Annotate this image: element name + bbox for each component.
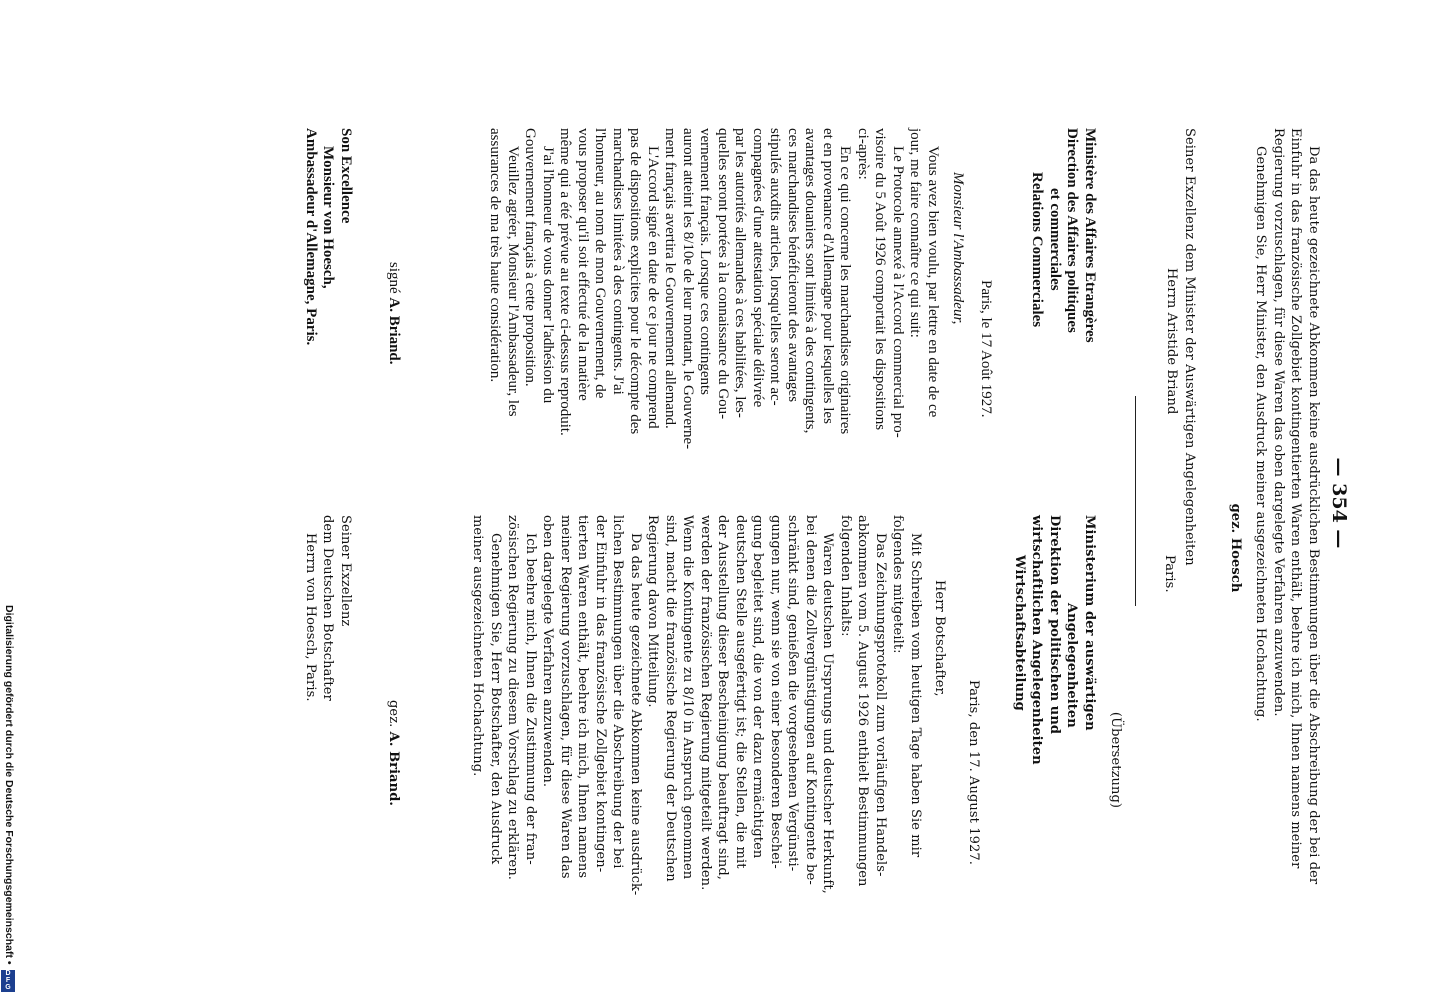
german-address <box>302 515 355 815</box>
dfg-note: Digitalisierung gefördert durch die Deutsche Forschungsgemeinschaft • <box>3 605 15 965</box>
french-paragraph <box>661 128 854 483</box>
intro-address-line: Herrn Aristide Briand <box>1164 268 1180 415</box>
translation-note: (Übersetzung) <box>1108 711 1123 809</box>
dfg-logo-letter: G <box>5 984 11 991</box>
line: stipulés auxdits articles, lorsqu'elles seront ac- <box>767 128 784 406</box>
ministry-line: et commerciales <box>1047 188 1063 291</box>
intro-address-line: Seiner Exzellenz dem Minister der Auswärtigen Angelegenheiten <box>1182 128 1197 566</box>
german-ministry <box>1011 515 1099 885</box>
french-paragraph <box>854 128 907 483</box>
french-date: Paris, le 17 Août 1927. <box>978 280 994 418</box>
line: ces marchandises bénéficieront des avantages <box>785 128 801 403</box>
french-ministry <box>1028 128 1098 428</box>
line: sind, macht die französische Regierung der Deutschen <box>663 515 678 882</box>
line: vous proposer qu'il soit effectué de la matière <box>575 128 591 401</box>
german-paragraph <box>889 515 924 895</box>
line: J'ai l'honneur de vous donner l'adhésion du <box>540 146 556 404</box>
line: meiner Regierung vorzuschlagen, für diese Waren das <box>558 515 573 879</box>
line: l'honneur, au nom de mon Gouvernement, de <box>592 128 609 399</box>
line: pas de dispositions explicites pour le décompte des <box>627 128 644 435</box>
dfg-logo <box>1 970 15 992</box>
dfg-footer <box>0 605 18 1000</box>
german-date: Paris, den 17. August 1927. <box>966 680 981 865</box>
line: Ich beehre mich, Ihnen die Zustimmung der fran- <box>523 533 538 865</box>
line: L'Accord signé en date de ce jour ne comprend <box>645 146 661 429</box>
address-line: dem Deutschen Botschafter <box>320 515 336 701</box>
intro-line: Einfuhr in das französische Zollgebiet kontingentierten Waren enthält, beehre ich mich, Ihnen namens meiner <box>1288 128 1304 869</box>
line: Genehmigen Sie, Herr Botschafter, den Ausdruck <box>488 533 503 865</box>
german-paragraph <box>837 515 890 895</box>
french-paragraph <box>486 128 521 483</box>
line: marchandises limitées à des contingents. J'ai <box>610 128 626 395</box>
german-signature <box>385 700 403 900</box>
intro-line: Genehmigen Sie, Herr Minister, den Ausdruck meiner ausgezeichneten Hochachtung. <box>1253 146 1269 722</box>
line: bei denen die Zollvergünstigungen auf Kontingente be- <box>803 515 818 885</box>
dfg-logo-letter: F <box>5 977 11 984</box>
ministry-line: Wirtschaftsabteilung <box>1012 555 1027 711</box>
line: Waren deutschen Ursprungs und deutscher Herkunft, <box>820 533 836 894</box>
dfg-logo-letter: D <box>5 970 11 977</box>
line: oben dargelegte Verfahren anzuwenden. <box>540 515 556 788</box>
line: deutschen Stelle ausgefertigt ist; die Stellen, die mit <box>733 515 748 869</box>
line: compagnées d'une attestation spéciale délivrée <box>750 128 766 408</box>
signature-name: A. Briand. <box>386 731 401 807</box>
line: gung begleitet sind, die von der dazu ermächtigten <box>750 515 766 859</box>
french-address <box>302 128 355 468</box>
french-paragraph <box>521 128 556 483</box>
line: meiner ausgezeichneten Hochachtung. <box>470 515 486 777</box>
french-signature <box>385 262 403 482</box>
ministry-line: Ministerium der auswärtigen <box>1082 515 1097 731</box>
german-body <box>469 515 924 895</box>
line: werden der französischen Regierung mitgeteilt werden. <box>698 515 713 891</box>
line: tierten Waren enthält, beehre ich mich, Ihnen namens <box>575 515 591 879</box>
intro-place: Paris. <box>1162 555 1177 593</box>
line: schränkt sind, genießen die vorgesehenen Vergünsti- <box>785 515 801 872</box>
french-paragraph <box>906 128 941 483</box>
line: der Einfuhr in das französische Zollgebiet kontingen- <box>593 515 608 873</box>
line: folgendes mitgeteilt: <box>890 515 906 654</box>
line: Regierung davon Mitteilung. <box>645 515 661 708</box>
line: visoire du 5 Août 1926 comportait les dispositions <box>872 128 889 431</box>
line: ment français avertira le Gouvernement allemand. <box>662 128 679 429</box>
german-paragraph <box>644 515 837 895</box>
line: et en provenance d'Allemagne pour lesquelles les <box>820 128 836 424</box>
intro-line: Regierung vorzuschlagen, für diese Waren das oben dargelegte Verfahren anzuwenden. <box>1271 128 1286 717</box>
address-line: Monsieur von Hoesch, <box>320 146 337 289</box>
line: Da das heute gezeichnete Abkommen keine ausdrück- <box>628 533 643 896</box>
line: folgenden Inhalts: <box>838 515 853 637</box>
french-paragraph <box>556 128 661 483</box>
line: der Ausstellung dieser Bescheinigung beauftragt sind, <box>715 515 731 881</box>
page-number: — 354 — <box>1328 457 1350 549</box>
address-line: Ambassadeur d'Allemagne, Paris. <box>303 128 319 346</box>
line: lichen Bestimmungen über die Abschreibung der bei <box>610 515 626 869</box>
signature-name: A. Briand. <box>386 297 402 365</box>
intro-signature: gez. Hoesch <box>1228 503 1243 593</box>
french-salutation: Monsieur l'Ambassadeur, <box>950 172 966 325</box>
german-paragraph <box>504 515 539 895</box>
line: jour, me faire connaître ce qui suit: <box>907 128 924 338</box>
line: assurances de ma très haute considération. <box>487 128 504 383</box>
line: même qui a été prévue au texte ci-dessus reproduit. <box>557 128 574 436</box>
intro-address <box>1163 128 1198 848</box>
line: Gouvernement français à cette proposition. <box>522 128 539 387</box>
ministry-line: Angelegenheiten <box>1064 603 1080 728</box>
ministry-line: wirtschaftlichen Angelegenheiten <box>1029 515 1045 765</box>
line: quelles seront portées à la connaissance du Gou- <box>715 128 731 420</box>
german-intro <box>1252 128 1322 904</box>
german-salutation: Herr Botschafter, <box>932 580 947 697</box>
ministry-line: Direction des Affaires politiques <box>1064 128 1081 333</box>
ministry-line: Direktion der politischen und <box>1047 515 1062 735</box>
line: ci-après: <box>855 128 871 180</box>
line: avantages douaniers sont limités à des contingents, <box>802 128 819 434</box>
line: Le Protocole annexé à l'Accord commercial pro- <box>890 146 906 438</box>
line: Mit Schreiben vom heutigen Tage haben Sie mir <box>908 533 923 858</box>
address-line: Seiner Exzellenz <box>338 515 353 627</box>
signature-prefix: signé <box>386 262 402 294</box>
signature-prefix: gez. <box>386 700 401 728</box>
french-body <box>486 128 941 483</box>
line: Vous avez bien voulu, par lettre en date de ce <box>925 146 941 418</box>
line: Wenn die Kontingente zu 8/10 in Anspruch genommen <box>680 515 696 880</box>
line: gungen nur, wenn sie von einer besonderen Beschei- <box>768 515 783 869</box>
line: par les autorités allemandes à ces habilitées, les- <box>732 128 749 418</box>
address-line: Herrn von Hoesch, Paris. <box>303 533 318 702</box>
line: Veuillez agréer, Monsieur l'Ambassadeur, les <box>505 146 521 417</box>
divider <box>1135 396 1136 606</box>
intro-line: Da das heute gezeichnete Abkommen keine ausdrücklichen Bestimmungen über die Abschreibung der bei der <box>1306 146 1321 885</box>
line: abkommen vom 5. August 1926 enthielt Bestimmungen <box>855 515 871 887</box>
line: Das Zeichnungsprotokoll zum vorläufigen Handels- <box>873 533 888 877</box>
line: En ce qui concerne les marchandises originaires <box>837 146 854 435</box>
ministry-line: Relations Commerciales <box>1029 172 1046 328</box>
line: vernement français. Lorsque ces contingents <box>697 128 714 395</box>
line: zösischen Regierung zu diesem Vorschlag zu erklären. <box>505 515 521 881</box>
address-line: Son Excellence <box>338 128 354 224</box>
german-paragraph <box>539 515 644 895</box>
ministry-line: Ministère des Affaires Etrangères <box>1082 128 1098 343</box>
german-paragraph <box>469 515 504 895</box>
line: auront atteint les 8/10e de leur montant, le Gouverne- <box>680 128 696 450</box>
